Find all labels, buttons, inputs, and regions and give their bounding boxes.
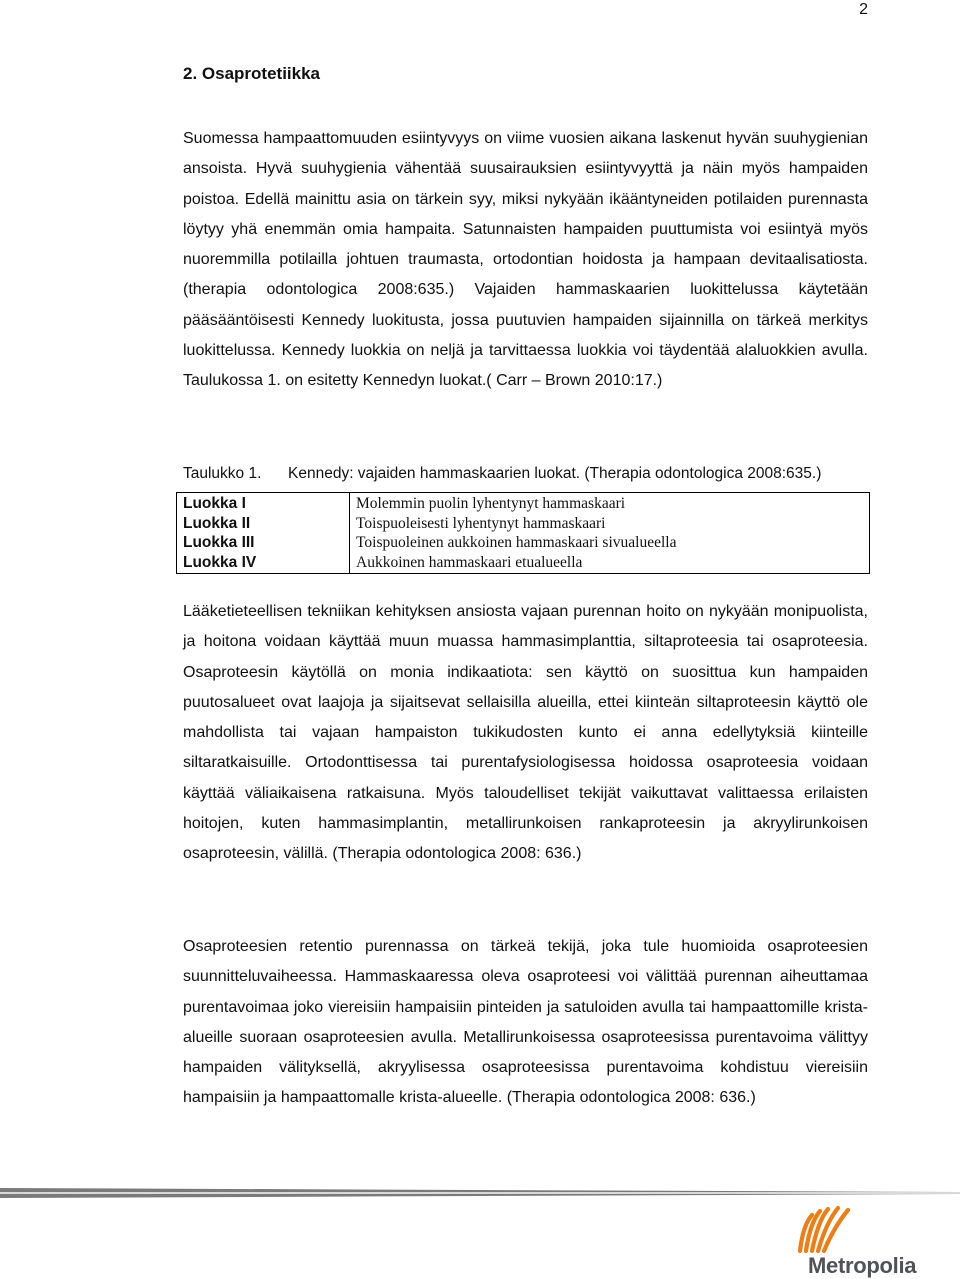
table-row [177, 493, 870, 514]
class-cell: Luokka II [177, 514, 350, 534]
description-cell: Molemmin puolin lyhentynyt hammaskaari [350, 493, 870, 514]
description-cell: Aukkoinen hammaskaari etualueella [350, 553, 870, 574]
footer-bar [0, 1188, 960, 1198]
metropolia-logo-text: Metropolia [808, 1253, 917, 1278]
metropolia-logo [790, 1205, 930, 1279]
table-row [177, 553, 870, 574]
class-cell: Luokka IV [177, 553, 350, 574]
metropolia-logo-mark [794, 1205, 856, 1255]
paragraph-retention: Osaproteesien retentio purennassa on tärkeä tekijä, joka tule huomioida osaproteesien suunnitteluvaiheessa. Hammaskaaressa oleva osaproteesi voi välittää purennan aiheuttamaa purentavoimaa joko viereisiin hampaisiin pinteiden ja satuloiden avulla tai hampaattomille krista-alueille suoraan osaproteesien avulla. Metallirunkoisessa osaproteesissa purentavoima välittyy hampaiden välityksellä, akryylisessa osaproteesissa purentavoima kohdistuu viereisiin hampaisiin ja hampaattomalle krista-alueelle. (Therapia odontologica 2008: 636.) [183, 938, 868, 1107]
table-caption-label: Taulukko 1. [183, 465, 262, 482]
paragraph-intro: Suomessa hampaattomuuden esiintyvyys on viime vuosien aikana laskenut hyvän suuhygienian ansoista. Hyvä suuhygienia vähentää suusairauksien esiintyvyyttä ja näin myös hampaiden poistoa. Edellä mainittu asia on tärkein syy, miksi nykyään ikääntyneiden potilaiden purennasta löytyy yhä enemmän omia hampaita. Satunnaisten hampaiden puuttumista voi esiintyä myös nuoremmilla potilailla johtuen traumasta, ortodontian hoidosta ja hampaan devitaalisatiosta.(therapia odontologica 2008:635.) Vajaiden hammaskaarien luokittelussa käytetään pääsääntöisesti Kennedy luokitusta, jossa puutuvien hampaiden sijainnilla on tärkeä merkitys luokittelussa. Kennedy luokkia on neljä ja tarvittaessa luokkia voi täydentää alaluokkien avulla. Taulukossa 1. on esitetty Kennedyn luokat.( Carr – Brown 2010:17.) [183, 130, 868, 390]
table-row [177, 533, 870, 553]
section-heading: 2. Osaprotetiikka [183, 64, 321, 83]
table-caption-text: Kennedy: vajaiden hammaskaarien luokat. (Therapia odontologica 2008:635.) [288, 465, 822, 482]
paragraph-treatment: Lääketieteellisen tekniikan kehityksen ansiosta vajaan purennan hoito on nykyään monipuolista, ja hoitona voidaan käyttää muun muassa hammasimplanttia, siltaproteesia tai osaproteesia. Osaproteesin käytöllä on monia indikaatiota: sen käyttö on suosittua kun hampaiden puutosalueet ovat laajoja ja sijaitsevat sellaisilla alueilla, ettei kiinteän siltaproteesin käyttö ole mahdollista tai vajaan hampaiston tukikudosten kunto ei anna edellytyksiä kiinteille siltaratkaisuille. Ortodonttisessa tai purentafysiologisessa hoidossa osaproteesia voidaan käyttää väliaikaisena ratkaisuna. Myös taloudelliset tekijät vaikuttavat valittaessa erilaisten hoitojen, kuten hammasimplantin, metallirunkoisen rankaproteesin ja akryylirunkoisen osaproteesin, välillä. (Therapia odontologica 2008: 636.) [183, 603, 868, 863]
description-cell: Toispuoleinen aukkoinen hammaskaari sivualueella [350, 533, 870, 553]
class-cell: Luokka I [177, 493, 350, 514]
footer-bar-light [0, 1192, 960, 1194]
class-cell: Luokka III [177, 533, 350, 553]
description-cell: Toispuoleisesti lyhentynyt hammaskaari [350, 514, 870, 534]
table-caption [183, 464, 821, 484]
page-number: 2 [859, 1, 868, 18]
kennedy-classification-table [176, 492, 870, 574]
table-row [177, 514, 870, 534]
